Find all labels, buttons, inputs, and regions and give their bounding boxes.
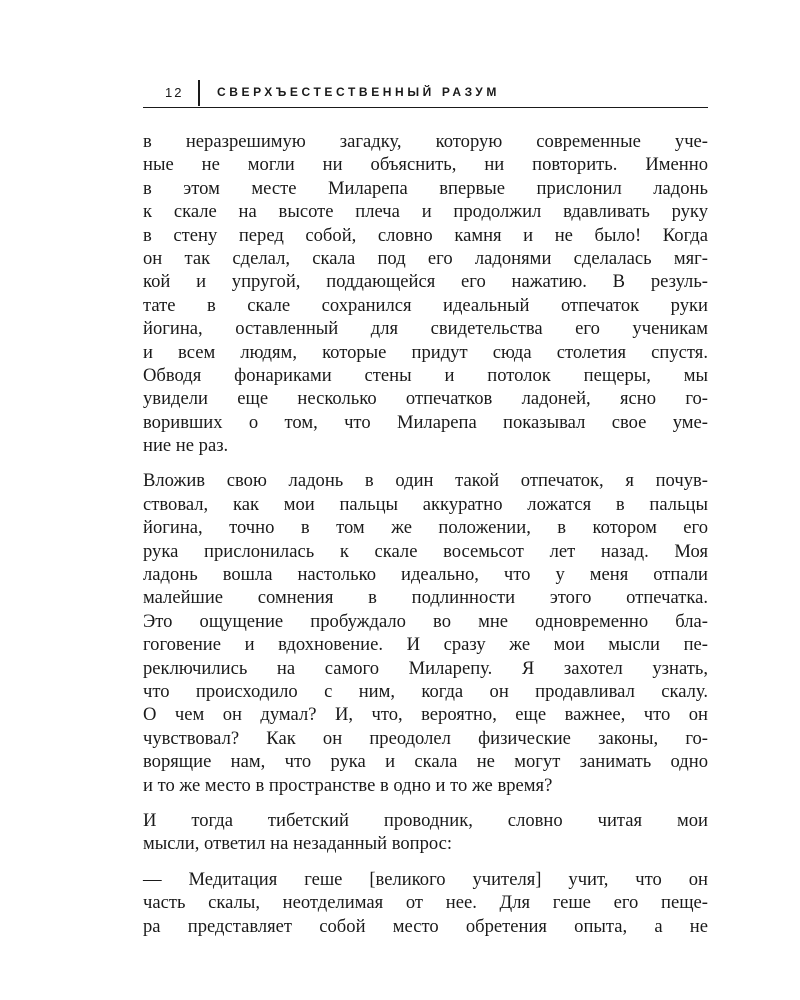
paragraph-1	[143, 130, 708, 457]
text-line: и то же место в пространстве в одно и то же время?	[143, 774, 553, 796]
header-divider	[198, 80, 200, 106]
text-line: чувствовал? Как он преодолел физические законы, го-	[143, 727, 708, 749]
text-line: ствовал, как мои пальцы аккуратно ложатся в пальцы	[143, 493, 708, 515]
text-line: и всем людям, которые придут сюда столетия спустя.	[143, 341, 708, 363]
text-line: к скале на высоте плеча и продолжил вдавливать руку	[143, 201, 708, 223]
text-line: малейшие сомнения в подлинности этого отпечатка.	[143, 587, 708, 609]
paragraph-4	[143, 868, 708, 938]
text-line: тате в скале сохранился идеальный отпечаток руки	[143, 294, 708, 316]
body-text	[143, 130, 708, 950]
text-line: О чем он думал? И, что, вероятно, еще важнее, что он	[143, 704, 708, 726]
text-line: Обводя фонариками стены и потолок пещеры, мы	[143, 364, 708, 386]
text-line: воривших о том, что Миларепа показывал свое уме-	[143, 411, 708, 433]
text-line: часть скалы, неотделимая от нее. Для геше его пеще-	[143, 892, 708, 914]
text-line: кой и упругой, поддающейся его нажатию. В резуль-	[143, 271, 708, 293]
text-line: ра представляет собой место обретения опыта, а не	[143, 915, 708, 937]
running-header	[143, 80, 708, 108]
text-line: ные не могли ни объяснить, ни повторить. Именно	[143, 154, 708, 176]
text-line: йогина, точно в том же положении, в котором его	[143, 517, 708, 539]
text-line: Это ощущение пробуждало во мне одновременно бла-	[143, 610, 708, 632]
text-line: ние не раз.	[143, 435, 229, 457]
text-line: мысли, ответил на незаданный вопрос:	[143, 833, 453, 855]
text-line: ворящие нам, что рука и скала не могут занимать одно	[143, 751, 708, 773]
running-title: СВЕРХЪЕСТЕСТВЕННЫЙ РАЗУМ	[217, 85, 500, 99]
text-line: рука прислонилась к скале восемьсот лет назад. Моя	[143, 540, 708, 562]
text-line: йогина, оставленный для свидетельства его ученикам	[143, 318, 708, 340]
text-line: в неразрешимую загадку, которую современные уче-	[143, 131, 708, 152]
paragraph-3	[143, 809, 708, 856]
text-line: ладонь вошла настолько идеально, что у меня отпали	[143, 564, 708, 586]
text-line: увидели еще несколько отпечатков ладоней, ясно го-	[143, 388, 708, 410]
text-line: в стену перед собой, словно камня и не было! Когда	[143, 224, 708, 246]
text-line: гоговение и вдохновение. И сразу же мои мысли пе-	[143, 634, 708, 656]
text-line: он так сделал, скала под его ладонями сделалась мяг-	[143, 247, 708, 269]
text-line: — Медитация геше [великого учителя] учит, что он	[143, 868, 708, 890]
text-line: в этом месте Миларепа впервые прислонил ладонь	[143, 177, 708, 199]
text-line: Вложив свою ладонь в один такой отпечаток, я почув-	[143, 470, 708, 492]
text-line: И тогда тибетский проводник, словно читая мои	[143, 809, 708, 831]
page-number: 12	[165, 85, 184, 100]
text-line: реключились на самого Миларепу. Я захотел узнать,	[143, 657, 708, 679]
header-rule	[143, 107, 708, 108]
paragraph-2	[143, 469, 708, 796]
text-line: что происходило с ним, когда он продавливал скалу.	[143, 680, 708, 702]
